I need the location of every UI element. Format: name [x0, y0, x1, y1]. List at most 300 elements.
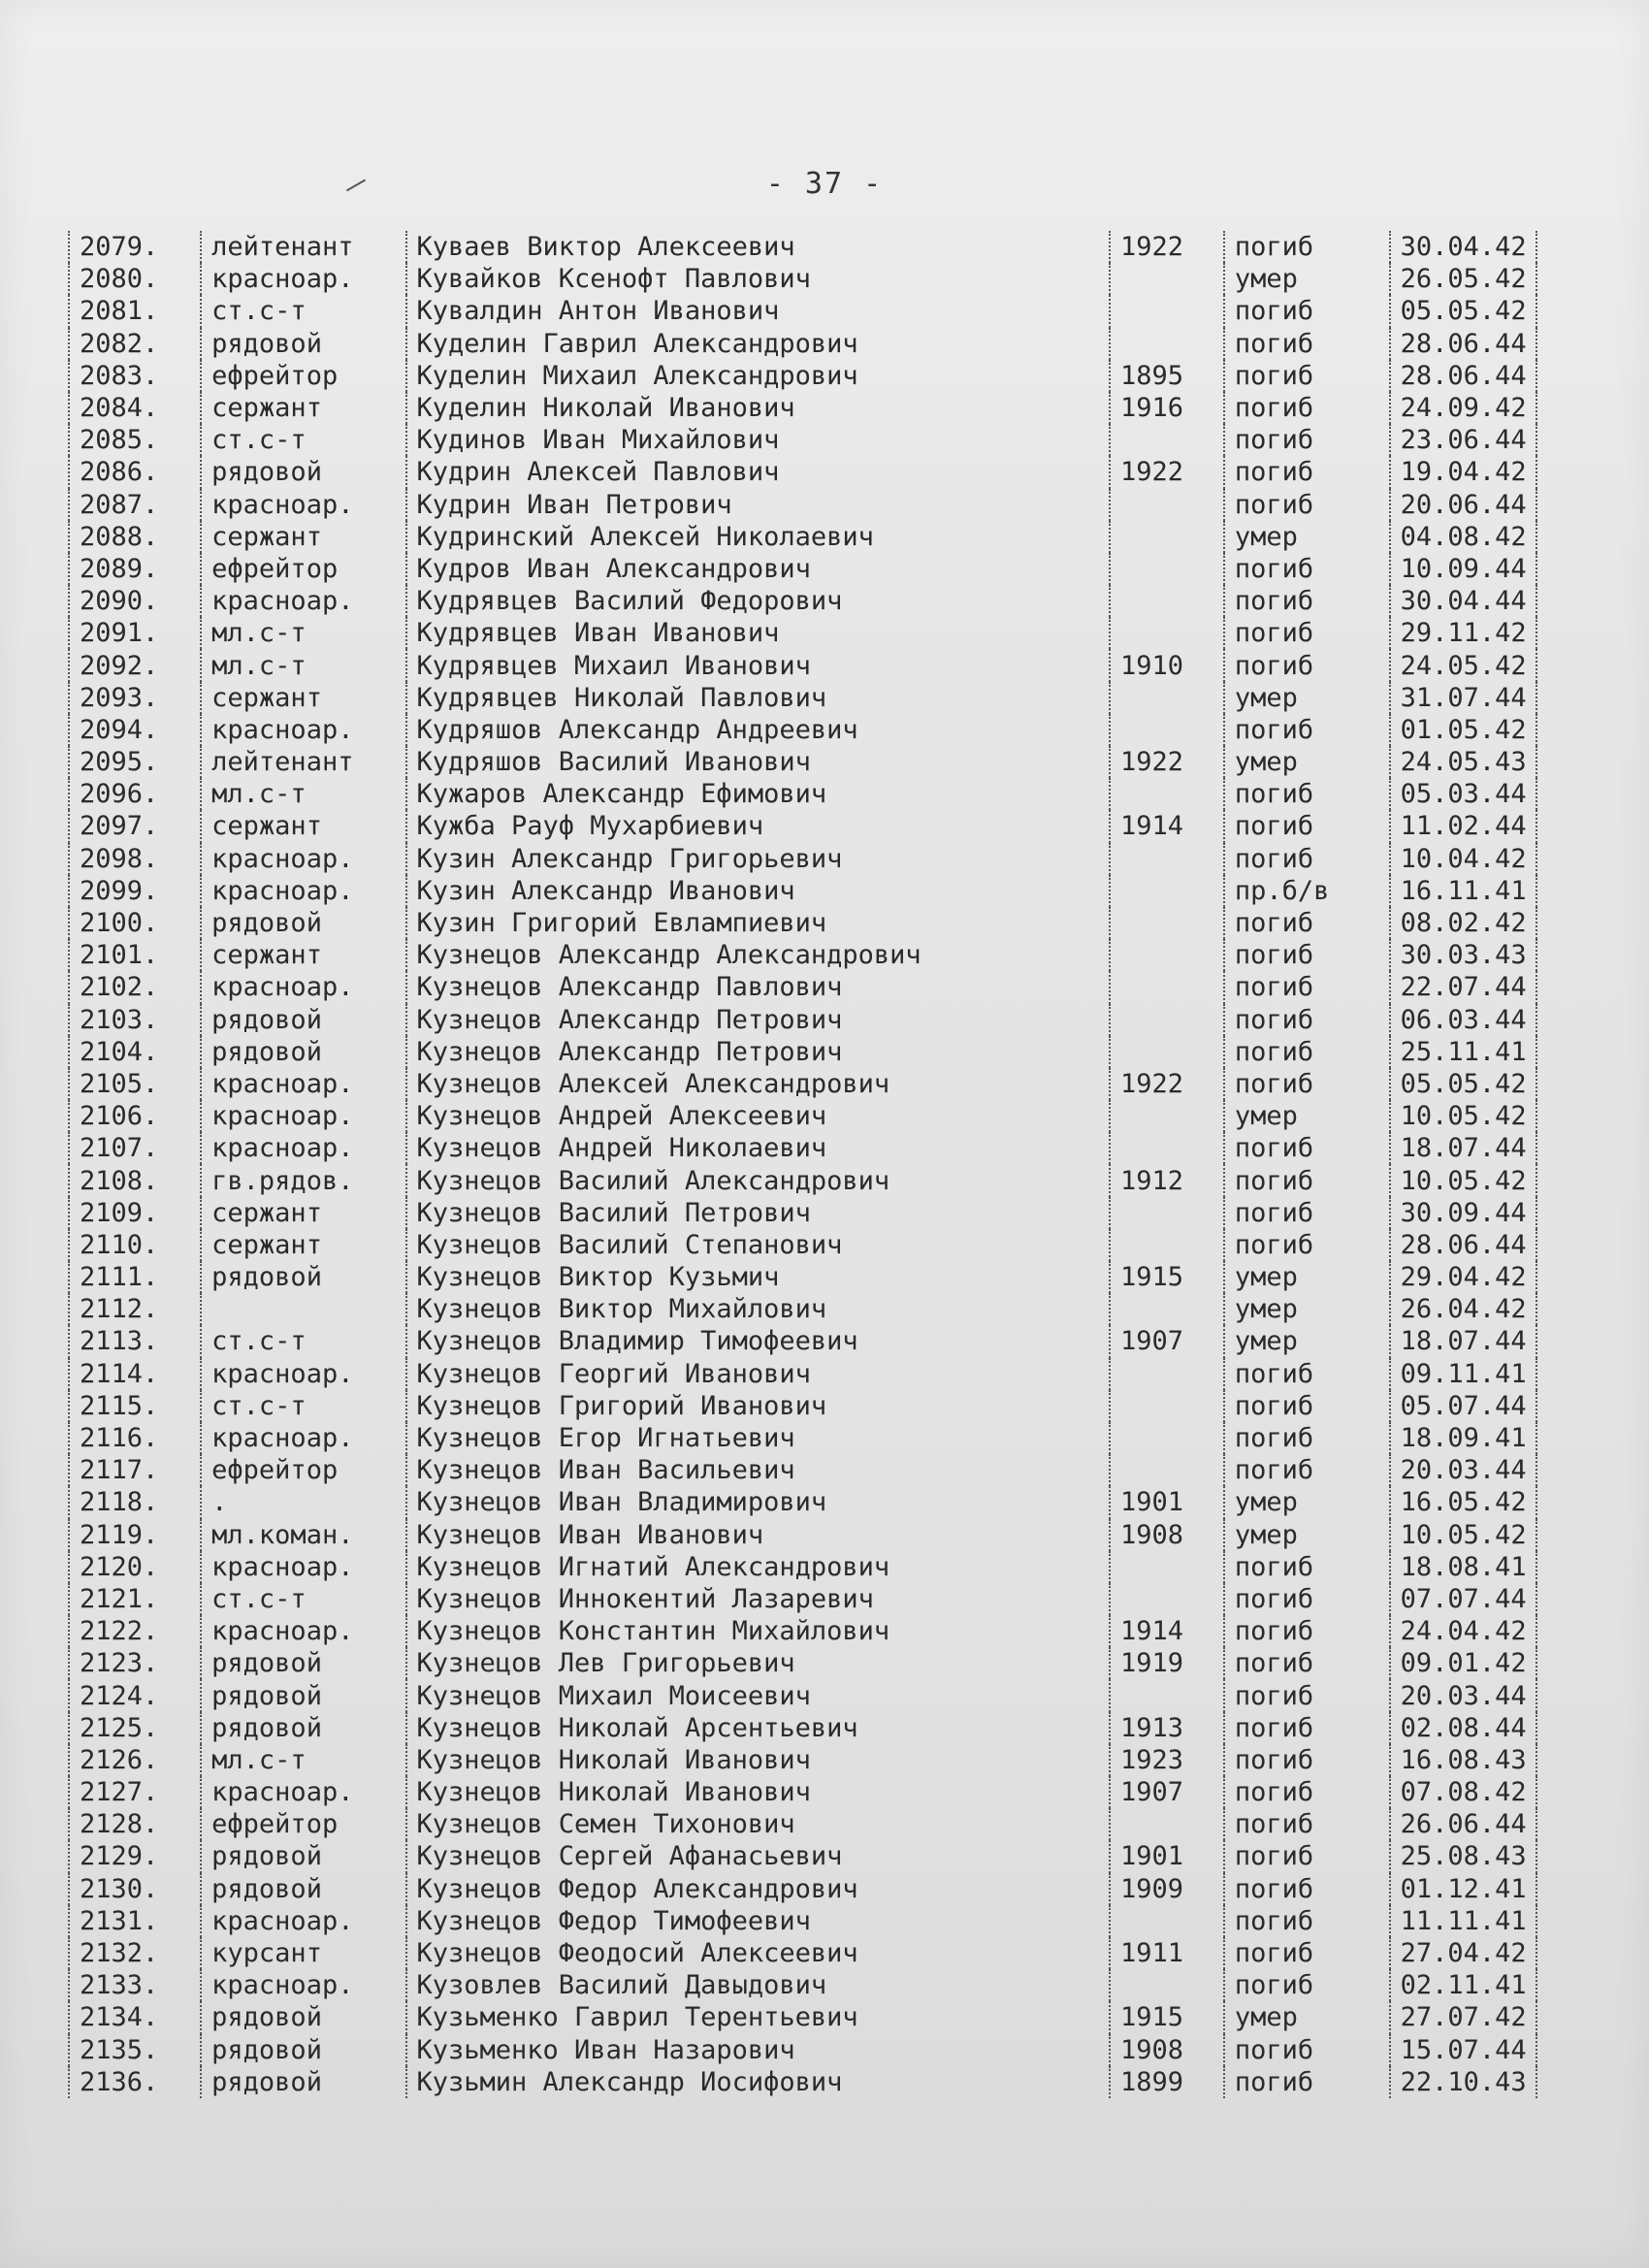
birth-year-cell: 1899 [1110, 2066, 1224, 2098]
page-number: - 37 - [765, 167, 884, 201]
birth-year-cell [1110, 263, 1224, 295]
table-row [69, 1422, 1536, 1454]
full-name-cell: Куделин Николай Иванович [406, 392, 1111, 424]
fate-cell: умер [1224, 746, 1390, 778]
record-number-cell: 2110. [69, 1229, 201, 1261]
table-row [69, 1261, 1536, 1293]
rank-cell: ефрейтор [201, 360, 405, 392]
birth-year-cell: 1922 [1110, 1068, 1224, 1100]
table-row [69, 1551, 1536, 1583]
rank-cell: лейтенант [201, 231, 405, 263]
birth-year-cell: 1916 [1110, 392, 1224, 424]
record-number-cell: 2115. [69, 1390, 201, 1422]
table-row [69, 1068, 1536, 1100]
rank-cell: красноар. [201, 1100, 405, 1132]
full-name-cell: Кузнецов Георгий Иванович [406, 1358, 1111, 1390]
rank-cell: красноар. [201, 585, 405, 617]
record-number-cell: 2129. [69, 1840, 201, 1872]
date-cell: 16.05.42 [1390, 1486, 1536, 1518]
record-number-cell: 2084. [69, 392, 201, 424]
table-row [69, 1036, 1536, 1068]
rank-cell: красноар. [201, 489, 405, 521]
table-row [69, 585, 1536, 617]
full-name-cell: Кудрин Иван Петрович [406, 489, 1111, 521]
fate-cell: погиб [1224, 617, 1390, 649]
fate-cell: погиб [1224, 649, 1390, 681]
table-row [69, 1197, 1536, 1229]
full-name-cell: Кузьменко Иван Назарович [406, 2034, 1111, 2066]
table-row [69, 1454, 1536, 1486]
record-number-cell: 2116. [69, 1422, 201, 1454]
rank-cell: красноар. [201, 1422, 405, 1454]
full-name-cell: Кудрявцев Василий Федорович [406, 585, 1111, 617]
record-number-cell: 2112. [69, 1293, 201, 1325]
fate-cell: умер [1224, 2001, 1390, 2033]
date-cell: 10.09.44 [1390, 553, 1536, 585]
rank-cell: ефрейтор [201, 553, 405, 585]
table-row [69, 1132, 1536, 1164]
birth-year-cell [1110, 1229, 1224, 1261]
table-row [69, 328, 1536, 360]
full-name-cell: Кузнецов Николай Арсентьевич [406, 1712, 1111, 1744]
rank-cell: рядовой [201, 1004, 405, 1036]
date-cell: 10.05.42 [1390, 1100, 1536, 1132]
fate-cell: умер [1224, 1486, 1390, 1518]
rank-cell: рядовой [201, 1840, 405, 1872]
record-number-cell: 2100. [69, 907, 201, 939]
fate-cell: погиб [1224, 714, 1390, 746]
table-row [69, 2034, 1536, 2066]
rank-cell: рядовой [201, 1712, 405, 1744]
record-number-cell: 2101. [69, 939, 201, 971]
fate-cell: погиб [1224, 585, 1390, 617]
fate-cell: погиб [1224, 553, 1390, 585]
table-row [69, 1937, 1536, 1969]
date-cell: 27.07.42 [1390, 2001, 1536, 2033]
date-cell: 16.11.41 [1390, 875, 1536, 907]
full-name-cell: Кузнецов Семен Тихонович [406, 1808, 1111, 1840]
full-name-cell: Кузин Александр Иванович [406, 875, 1111, 907]
full-name-cell: Куделин Михаил Александрович [406, 360, 1111, 392]
birth-year-cell: 1914 [1110, 810, 1224, 842]
birth-year-cell: 1907 [1110, 1325, 1224, 1357]
table-row [69, 521, 1536, 553]
date-cell: 30.04.44 [1390, 585, 1536, 617]
full-name-cell: Кузнецов Владимир Тимофеевич [406, 1325, 1111, 1357]
table-row [69, 1325, 1536, 1357]
full-name-cell: Кузнецов Иннокентий Лазаревич [406, 1583, 1111, 1615]
rank-cell: красноар. [201, 263, 405, 295]
date-cell: 30.09.44 [1390, 1197, 1536, 1229]
rank-cell: красноар. [201, 1068, 405, 1100]
rank-cell: рядовой [201, 328, 405, 360]
date-cell: 01.05.42 [1390, 714, 1536, 746]
full-name-cell: Кузнецов Константин Михайлович [406, 1615, 1111, 1647]
birth-year-cell: 1908 [1110, 1519, 1224, 1551]
birth-year-cell: 1915 [1110, 2001, 1224, 2033]
birth-year-cell [1110, 489, 1224, 521]
table-row [69, 1486, 1536, 1518]
fate-cell: погиб [1224, 1454, 1390, 1486]
table-row [69, 263, 1536, 295]
birth-year-cell: 1907 [1110, 1776, 1224, 1808]
table-row [69, 1744, 1536, 1776]
fate-cell: погиб [1224, 1390, 1390, 1422]
date-cell: 28.06.44 [1390, 1229, 1536, 1261]
rank-cell: мл.с-т [201, 649, 405, 681]
full-name-cell: Кузнецов Василий Александрович [406, 1164, 1111, 1196]
table-row [69, 392, 1536, 424]
table-row [69, 1873, 1536, 1905]
rank-cell: красноар. [201, 1615, 405, 1647]
fate-cell: умер [1224, 263, 1390, 295]
birth-year-cell: 1922 [1110, 456, 1224, 488]
date-cell: 24.05.42 [1390, 649, 1536, 681]
full-name-cell: Кудрин Алексей Павлович [406, 456, 1111, 488]
date-cell: 16.08.43 [1390, 1744, 1536, 1776]
table-row [69, 939, 1536, 971]
full-name-cell: Кузнецов Василий Петрович [406, 1197, 1111, 1229]
fate-cell: погиб [1224, 1197, 1390, 1229]
fate-cell: погиб [1224, 1358, 1390, 1390]
table-row [69, 746, 1536, 778]
fate-cell: погиб [1224, 810, 1390, 842]
record-number-cell: 2130. [69, 1873, 201, 1905]
rank-cell: рядовой [201, 1873, 405, 1905]
record-number-cell: 2098. [69, 843, 201, 875]
fate-cell: погиб [1224, 1647, 1390, 1679]
full-name-cell: Кудрявцев Николай Павлович [406, 682, 1111, 714]
rank-cell: мл.с-т [201, 1744, 405, 1776]
rank-cell: сержант [201, 939, 405, 971]
table-row [69, 714, 1536, 746]
date-cell: 05.07.44 [1390, 1390, 1536, 1422]
date-cell: 05.05.42 [1390, 295, 1536, 327]
rank-cell: красноар. [201, 1551, 405, 1583]
record-number-cell: 2127. [69, 1776, 201, 1808]
birth-year-cell [1110, 1100, 1224, 1132]
rank-cell: красноар. [201, 1905, 405, 1937]
birth-year-cell [1110, 295, 1224, 327]
date-cell: 04.08.42 [1390, 521, 1536, 553]
full-name-cell: Кузнецов Александр Петрович [406, 1004, 1111, 1036]
fate-cell: погиб [1224, 939, 1390, 971]
full-name-cell: Кузнецов Иван Владимирович [406, 1486, 1111, 1518]
fate-cell: погиб [1224, 328, 1390, 360]
full-name-cell: Кудинов Иван Михайлович [406, 424, 1111, 456]
fate-cell: погиб [1224, 1551, 1390, 1583]
birth-year-cell [1110, 682, 1224, 714]
table-row [69, 360, 1536, 392]
rank-cell: ст.с-т [201, 424, 405, 456]
birth-year-cell [1110, 1454, 1224, 1486]
rank-cell: сержант [201, 682, 405, 714]
record-number-cell: 2131. [69, 1905, 201, 1937]
record-number-cell: 2082. [69, 328, 201, 360]
date-cell: 28.06.44 [1390, 328, 1536, 360]
register-body [69, 231, 1536, 2098]
full-name-cell: Кузнецов Федор Александрович [406, 1873, 1111, 1905]
record-number-cell: 2126. [69, 1744, 201, 1776]
record-number-cell: 2097. [69, 810, 201, 842]
date-cell: 01.12.41 [1390, 1873, 1536, 1905]
fate-cell: погиб [1224, 1679, 1390, 1711]
rank-cell: рядовой [201, 1679, 405, 1711]
record-number-cell: 2085. [69, 424, 201, 456]
full-name-cell: Кузнецов Игнатий Александрович [406, 1551, 1111, 1583]
birth-year-cell [1110, 328, 1224, 360]
birth-year-cell [1110, 1905, 1224, 1937]
table-row [69, 1647, 1536, 1679]
record-number-cell: 2132. [69, 1937, 201, 1969]
fate-cell: погиб [1224, 2066, 1390, 2098]
table-row [69, 1679, 1536, 1711]
record-number-cell: 2091. [69, 617, 201, 649]
rank-cell: рядовой [201, 1647, 405, 1679]
date-cell: 18.07.44 [1390, 1325, 1536, 1357]
table-row [69, 1519, 1536, 1551]
record-number-cell: 2128. [69, 1808, 201, 1840]
date-cell: 07.08.42 [1390, 1776, 1536, 1808]
table-row [69, 231, 1536, 263]
record-number-cell: 2081. [69, 295, 201, 327]
full-name-cell: Кузин Александр Григорьевич [406, 843, 1111, 875]
date-cell: 11.11.41 [1390, 1905, 1536, 1937]
record-number-cell: 2109. [69, 1197, 201, 1229]
table-row [69, 971, 1536, 1003]
full-name-cell: Кузнецов Василий Степанович [406, 1229, 1111, 1261]
date-cell: 31.07.44 [1390, 682, 1536, 714]
full-name-cell: Кузнецов Николай Иванович [406, 1776, 1111, 1808]
date-cell: 08.02.42 [1390, 907, 1536, 939]
fate-cell: погиб [1224, 1615, 1390, 1647]
table-row [69, 1712, 1536, 1744]
birth-year-cell [1110, 1197, 1224, 1229]
full-name-cell: Кужба Рауф Мухарбиевич [406, 810, 1111, 842]
record-number-cell: 2133. [69, 1969, 201, 2001]
full-name-cell: Кузнецов Егор Игнатьевич [406, 1422, 1111, 1454]
rank-cell: красноар. [201, 843, 405, 875]
birth-year-cell [1110, 1036, 1224, 1068]
birth-year-cell: 1908 [1110, 2034, 1224, 2066]
table-row [69, 1615, 1536, 1647]
full-name-cell: Кудряшов Александр Андреевич [406, 714, 1111, 746]
full-name-cell: Кузин Григорий Евлампиевич [406, 907, 1111, 939]
full-name-cell: Кудров Иван Александрович [406, 553, 1111, 585]
table-row [69, 907, 1536, 939]
fate-cell: погиб [1224, 2034, 1390, 2066]
table-row [69, 1583, 1536, 1615]
table-row [69, 1776, 1536, 1808]
rank-cell: красноар. [201, 714, 405, 746]
full-name-cell: Кудряшов Василий Иванович [406, 746, 1111, 778]
fate-cell: погиб [1224, 1840, 1390, 1872]
date-cell: 05.05.42 [1390, 1068, 1536, 1100]
date-cell: 02.08.44 [1390, 1712, 1536, 1744]
birth-year-cell [1110, 1969, 1224, 2001]
date-cell: 23.06.44 [1390, 424, 1536, 456]
record-number-cell: 2135. [69, 2034, 201, 2066]
table-row [69, 489, 1536, 521]
birth-year-cell: 1901 [1110, 1486, 1224, 1518]
rank-cell [201, 1293, 405, 1325]
record-number-cell: 2117. [69, 1454, 201, 1486]
fate-cell: погиб [1224, 1905, 1390, 1937]
birth-year-cell: 1922 [1110, 746, 1224, 778]
table-row [69, 1100, 1536, 1132]
birth-year-cell [1110, 971, 1224, 1003]
fate-cell: умер [1224, 1293, 1390, 1325]
record-number-cell: 2083. [69, 360, 201, 392]
table-row [69, 1390, 1536, 1422]
date-cell: 05.03.44 [1390, 778, 1536, 810]
record-number-cell: 2125. [69, 1712, 201, 1744]
full-name-cell: Кудрявцев Иван Иванович [406, 617, 1111, 649]
table-row [69, 682, 1536, 714]
table-row [69, 649, 1536, 681]
birth-year-cell [1110, 939, 1224, 971]
fate-cell: умер [1224, 1261, 1390, 1293]
birth-year-cell [1110, 714, 1224, 746]
full-name-cell: Кузнецов Алексей Александрович [406, 1068, 1111, 1100]
fate-cell: умер [1224, 682, 1390, 714]
record-number-cell: 2090. [69, 585, 201, 617]
rank-cell: рядовой [201, 1261, 405, 1293]
table-row [69, 2066, 1536, 2098]
fate-cell: погиб [1224, 231, 1390, 263]
fate-cell: погиб [1224, 1422, 1390, 1454]
date-cell: 30.04.42 [1390, 231, 1536, 263]
record-number-cell: 2088. [69, 521, 201, 553]
birth-year-cell [1110, 585, 1224, 617]
record-number-cell: 2086. [69, 456, 201, 488]
rank-cell: красноар. [201, 971, 405, 1003]
table-row [69, 1905, 1536, 1937]
fate-cell: погиб [1224, 907, 1390, 939]
rank-cell: рядовой [201, 2066, 405, 2098]
record-number-cell: 2094. [69, 714, 201, 746]
full-name-cell: Кузьменко Гаврил Терентьевич [406, 2001, 1111, 2033]
fate-cell: погиб [1224, 1712, 1390, 1744]
birth-year-cell [1110, 553, 1224, 585]
table-row [69, 1969, 1536, 2001]
table-row [69, 1808, 1536, 1840]
rank-cell: сержант [201, 810, 405, 842]
full-name-cell: Кузнецов Федор Тимофеевич [406, 1905, 1111, 1937]
fate-cell: погиб [1224, 1164, 1390, 1196]
record-number-cell: 2119. [69, 1519, 201, 1551]
fate-cell: погиб [1224, 1132, 1390, 1164]
full-name-cell: Кузьмин Александр Иосифович [406, 2066, 1111, 2098]
birth-year-cell: 1913 [1110, 1712, 1224, 1744]
table-row [69, 810, 1536, 842]
fate-cell: погиб [1224, 971, 1390, 1003]
record-number-cell: 2114. [69, 1358, 201, 1390]
full-name-cell: Кузнецов Андрей Алексеевич [406, 1100, 1111, 1132]
date-cell: 20.06.44 [1390, 489, 1536, 521]
fate-cell: погиб [1224, 778, 1390, 810]
rank-cell: ефрейтор [201, 1454, 405, 1486]
full-name-cell: Кузнецов Андрей Николаевич [406, 1132, 1111, 1164]
full-name-cell: Куваев Виктор Алексеевич [406, 231, 1111, 263]
birth-year-cell [1110, 1679, 1224, 1711]
record-number-cell: 2120. [69, 1551, 201, 1583]
birth-year-cell [1110, 1004, 1224, 1036]
full-name-cell: Кузнецов Григорий Иванович [406, 1390, 1111, 1422]
record-number-cell: 2079. [69, 231, 201, 263]
birth-year-cell: 1912 [1110, 1164, 1224, 1196]
fate-cell: погиб [1224, 1808, 1390, 1840]
birth-year-cell [1110, 1390, 1224, 1422]
fate-cell: погиб [1224, 1776, 1390, 1808]
rank-cell: курсант [201, 1937, 405, 1969]
table-row [69, 424, 1536, 456]
birth-year-cell: 1901 [1110, 1840, 1224, 1872]
fate-cell: погиб [1224, 1229, 1390, 1261]
date-cell: 10.04.42 [1390, 843, 1536, 875]
rank-cell: рядовой [201, 2034, 405, 2066]
fate-cell: погиб [1224, 1583, 1390, 1615]
date-cell: 09.11.41 [1390, 1358, 1536, 1390]
date-cell: 28.06.44 [1390, 360, 1536, 392]
date-cell: 25.11.41 [1390, 1036, 1536, 1068]
date-cell: 19.04.42 [1390, 456, 1536, 488]
table-row [69, 1164, 1536, 1196]
table-row [69, 456, 1536, 488]
fate-cell: погиб [1224, 1068, 1390, 1100]
record-number-cell: 2099. [69, 875, 201, 907]
full-name-cell: Кузовлев Василий Давыдович [406, 1969, 1111, 2001]
full-name-cell: Кузнецов Александр Александрович [406, 939, 1111, 971]
full-name-cell: Кузнецов Лев Григорьевич [406, 1647, 1111, 1679]
record-number-cell: 2134. [69, 2001, 201, 2033]
rank-cell: гв.рядов. [201, 1164, 405, 1196]
table-row [69, 553, 1536, 585]
rank-cell: . [201, 1486, 405, 1518]
rank-cell: ст.с-т [201, 1583, 405, 1615]
birth-year-cell [1110, 778, 1224, 810]
record-number-cell: 2087. [69, 489, 201, 521]
birth-year-cell [1110, 617, 1224, 649]
record-number-cell: 2093. [69, 682, 201, 714]
table-row [69, 1293, 1536, 1325]
date-cell: 22.07.44 [1390, 971, 1536, 1003]
date-cell: 26.04.42 [1390, 1293, 1536, 1325]
rank-cell: сержант [201, 1197, 405, 1229]
rank-cell: ст.с-т [201, 295, 405, 327]
birth-year-cell: 1910 [1110, 649, 1224, 681]
table-row [69, 617, 1536, 649]
fate-cell: погиб [1224, 1969, 1390, 2001]
full-name-cell: Кудринский Алексей Николаевич [406, 521, 1111, 553]
date-cell: 20.03.44 [1390, 1679, 1536, 1711]
full-name-cell: Кузнецов Виктор Михайлович [406, 1293, 1111, 1325]
full-name-cell: Кузнецов Александр Петрович [406, 1036, 1111, 1068]
rank-cell: красноар. [201, 1776, 405, 1808]
date-cell: 18.08.41 [1390, 1551, 1536, 1583]
rank-cell: красноар. [201, 875, 405, 907]
fate-cell: погиб [1224, 1744, 1390, 1776]
table-row [69, 1229, 1536, 1261]
record-number-cell: 2113. [69, 1325, 201, 1357]
full-name-cell: Кужаров Александр Ефимович [406, 778, 1111, 810]
date-cell: 29.11.42 [1390, 617, 1536, 649]
fate-cell: погиб [1224, 489, 1390, 521]
birth-year-cell [1110, 1132, 1224, 1164]
full-name-cell: Кувайков Ксенофт Павлович [406, 263, 1111, 295]
birth-year-cell: 1914 [1110, 1615, 1224, 1647]
birth-year-cell [1110, 1422, 1224, 1454]
